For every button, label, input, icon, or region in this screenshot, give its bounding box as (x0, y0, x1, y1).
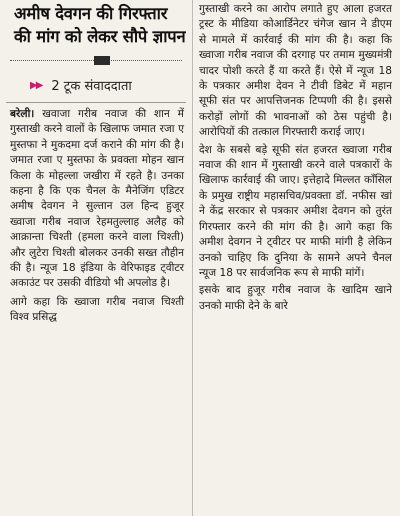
byline-text: 2 टूक संवाददाता (51, 79, 132, 94)
left-column (6, 0, 186, 516)
headline-divider (10, 56, 182, 66)
divider-block (94, 56, 110, 65)
dateline: बरेली। (10, 108, 35, 120)
right-column (192, 0, 392, 516)
right-paragraph-3: इसके बाद हुजूर गरीब नवाज के खादिम खाने उनको माफी देने के बारे (199, 284, 392, 312)
left-body (10, 107, 184, 326)
byline-rule (6, 102, 186, 103)
article-headline: अमीष देवगन की गिरफ्तार की मांग को लेकर सौपे ज्ञापन (14, 4, 186, 46)
double-chevron-right-icon: ▶▶ (30, 79, 42, 91)
left-paragraph-1-text: खवाजा गरीब नवाज की शान में गुस्ताखी करने वालों के खिलाफ जमात रजा ए मुस्तफा ने मुकदमा दर्ज कराने की मांग की है। जमात रजा ए मुस्तफा के प्रवक्ता मोहन खान किला के मोहल्ला जखीरा में रहते है। उनका कहना है कि एक चैनल के मैनेजिंग एडिटर अमीष देवगन ने सुल्तान उल हिन्द हुजूर ख्वाजा गरीब नवाज रेहमतुल्लाह अलैह को आक्रान्ता चिश्ती (हमला करने वाला चिश्ती) और लुटेरा चिश्ती बोलकर उनकी सख्त तौहीन की है। न्यूज 18 इंडिया के वेरिफाइड ट्वीटर अकाउंट पर उसकी वीडियो भी अपलोड है। (10, 108, 185, 290)
left-paragraph-1 (10, 107, 184, 292)
left-paragraph-2: आगे कहा कि ख्वाजा गरीब नवाज चिश्ती विश्व प्रसिद्ध (10, 295, 184, 324)
right-paragraph-1: गुस्ताखी करने का आरोप लगाते हुए आला हजरत ट्रस्ट के मीडिया कोआर्डिनेटर चंगेज खान ने डीएम से मामले में कार्रवाई की मांग की है। कहा कि ख्वाजा गरीब नवाज की दरगाह पर तमाम मुख्यमंत्री चादर पोशी करते हैं या करते हैं। ऐसे में न्यूज 18 के पत्रकार अमीश देवन ने टीवी डिबेट में महान सूफी संत पर आपत्तिजनक टिप्पणी की है। इससे करोड़ों लोगों की भावनाओं को ठेस पहुंची है। आरोपियों की तत्काल गिरफ्तारी कराई जाए। (199, 3, 392, 139)
right-body (199, 2, 392, 314)
byline (30, 76, 186, 94)
right-paragraph-2: देश के सबसे बड़े सूफी संत हजरत ख्वाजा गरीब नवाज की शान में गुस्ताखी करने वाले पत्रकारों के खिलाफ कार्रवाई की जाए। इत्तेहादे मिल्लत कॉंसिल के प्रमुख राष्ट्रीय महासचिव/प्रवक्ता डॉ. नफीस खां ने केंद्र सरकार से पत्रकार अमीश देवगन को तुरंत गिरफ्तार करने की मांग की है। आगे कहा कि अमीश देवगन ने ट्वीटर पर माफी मांगी है लेकिन उनको चाहिए कि दुनिया के सामने अपने चैनल न्यूज 18 पर सार्वजनिक रूप से माफी मांगें। (199, 143, 392, 279)
